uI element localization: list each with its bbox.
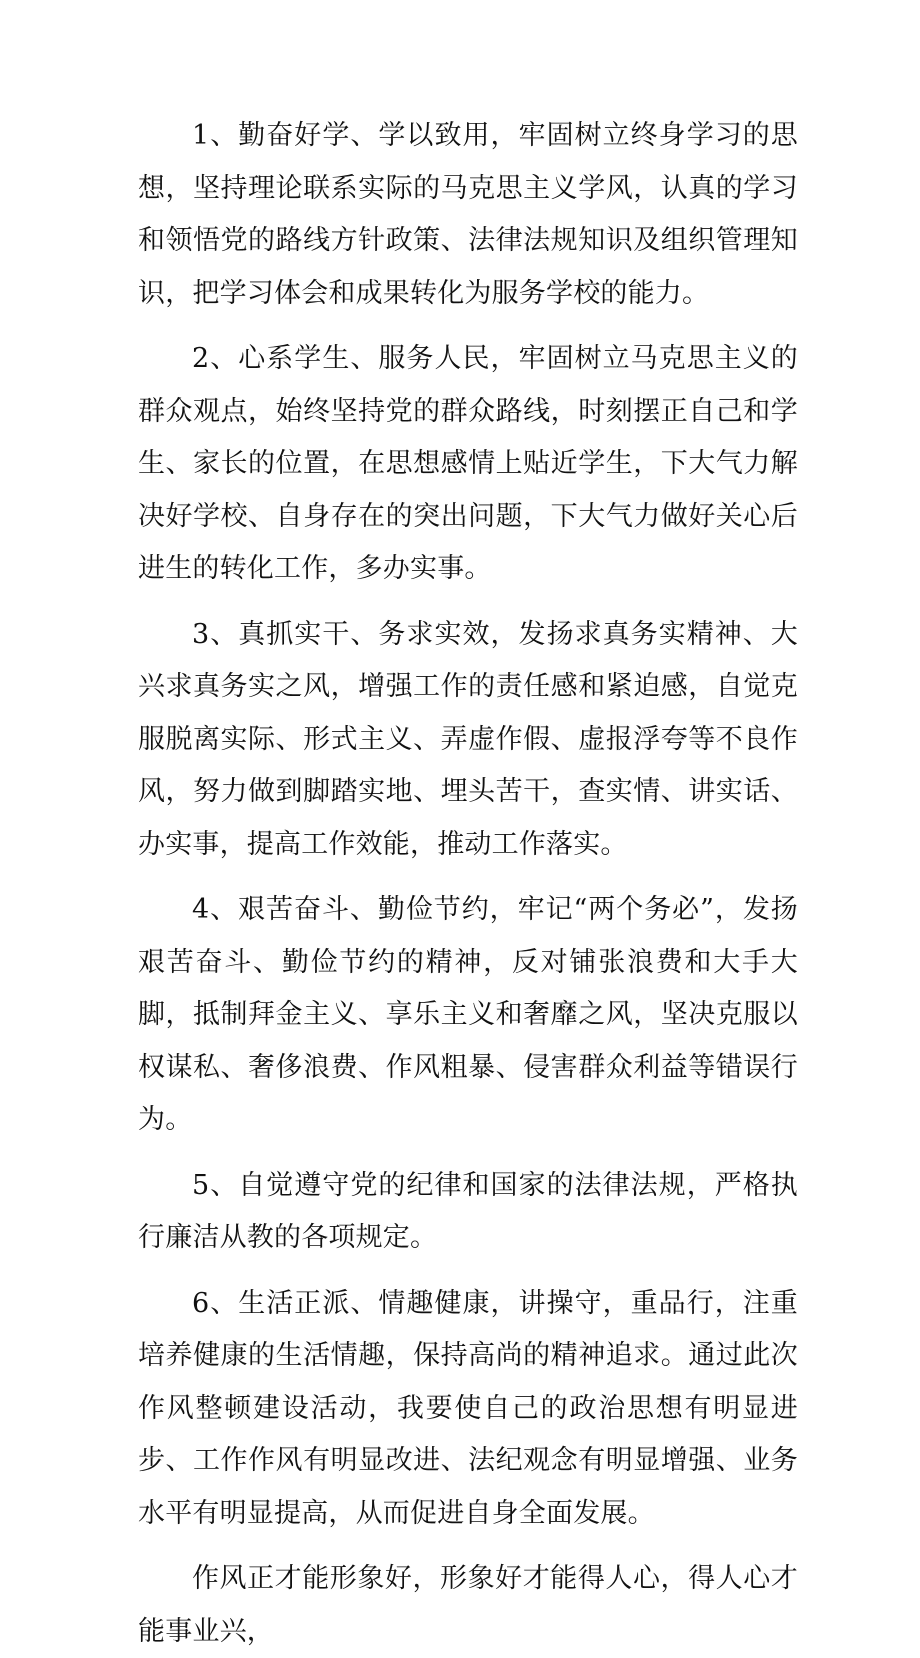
paragraph-7: 作风正才能形象好，形象好才能得人心，得人心才能事业兴， xyxy=(138,1563,798,1647)
paragraph-1: 1、勤奋好学、学以致用，牢固树立终身学习的思想，坚持理论联系实际的马克思主义学风，认真的学习和领悟党的路线方针政策、法律法规知识及组织管理知识，把学习体会和成果转化为服务学校的能力。 xyxy=(138,120,798,309)
paragraph-4: 4、艰苦奋斗、勤俭节约，牢记“两个务必”，发扬艰苦奋斗、勤俭节约的精神，反对铺张浪费和大手大脚，抵制拜金主义、享乐主义和奢靡之风，坚决克服以权谋私、奢侈浪费、作风粗暴、侵害群众利益等错误行为。 xyxy=(138,894,798,1135)
paragraph-2: 2、心系学生、服务人民，牢固树立马克思主义的群众观点，始终坚持党的群众路线，时刻摆正自己和学生、家长的位置，在思想感情上贴近学生，下大气力解决好学校、自身存在的突出问题，下大气力做好关心后进生的转化工作，多办实事。 xyxy=(138,343,798,584)
paragraph-5: 5、自觉遵守党的纪律和国家的法律法规，严格执行廉洁从教的各项规定。 xyxy=(138,1169,798,1253)
paragraph-3: 3、真抓实干、务求实效，发扬求真务实精神、大兴求真务实之风，增强工作的责任感和紧迫感，自觉克服脱离实际、形式主义、弄虚作假、虚报浮夸等不良作风，努力做到脚踏实地、埋头苦干，查实情、讲实话、办实事，提高工作效能，推动工作落实。 xyxy=(138,618,798,860)
document-body xyxy=(138,110,798,1658)
paragraph-6: 6、生活正派、情趣健康，讲操守，重品行，注重培养健康的生活情趣，保持高尚的精神追求。通过此次作风整顿建设活动，我要使自己的政治思想有明显进步、工作作风有明显改进、法纪观念有明显增强、业务水平有明显提高，从而促进自身全面发展。 xyxy=(138,1287,798,1529)
